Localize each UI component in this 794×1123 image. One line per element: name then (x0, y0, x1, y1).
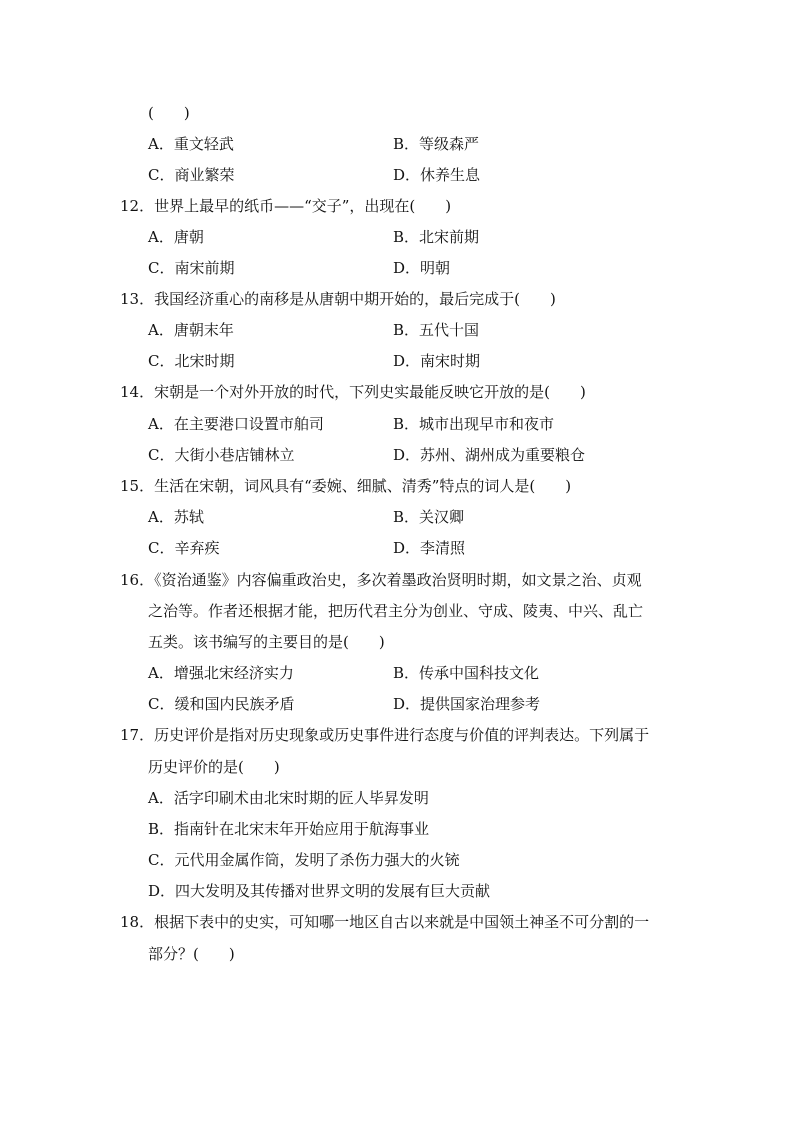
q11-option-c: C．商业繁荣 (148, 166, 235, 184)
q13-option-d: D．南宋时期 (393, 352, 481, 370)
q13-option-a: A．唐朝末年 (148, 321, 234, 339)
q17-option-c: C．元代用金属作筒，发明了杀伤力强大的火铳 (148, 851, 460, 869)
q11-option-a: A．重文轻武 (148, 135, 234, 153)
q16-stem-line-2: 之治等。作者还根据才能，把历代君主分为创业、守成、陵夷、中兴、乱亡 (148, 602, 644, 620)
q12-option-a: A．唐朝 (148, 228, 204, 246)
q13-option-b: B．五代十国 (393, 321, 480, 339)
q18-stem-line-2: 部分？( ) (148, 945, 235, 963)
q15-option-c: C．辛弃疾 (148, 539, 220, 557)
q13-option-c: C．北宋时期 (148, 352, 235, 370)
q14-option-d: D．苏州、湖州成为重要粮仓 (393, 446, 586, 464)
q12-option-c: C．南宋前期 (148, 259, 235, 277)
q11-option-b: B．等级森严 (393, 135, 480, 153)
q16-stem-line-3: 五类。该书编写的主要目的是( ) (148, 633, 385, 651)
q12-stem: 12．世界上最早的纸币——“交子”，出现在( ) (120, 197, 452, 215)
q17-option-b: B．指南针在北宋末年开始应用于航海事业 (148, 820, 430, 838)
q16-stem-line-1: 16．《资治通鉴》内容偏重政治史，多次着墨政治贤明时期，如文景之治、贞观 (120, 571, 642, 589)
q17-option-d: D．四大发明及其传播对世界文明的发展有巨大贡献 (148, 882, 491, 900)
q16-option-d: D．提供国家治理参考 (393, 695, 541, 713)
q18-stem-line-1: 18．根据下表中的史实，可知哪一地区自古以来就是中国领土神圣不可分割的一 (120, 913, 650, 931)
q12-option-b: B．北宋前期 (393, 228, 480, 246)
q15-option-d: D．李清照 (393, 539, 466, 557)
q16-option-a: A．增强北宋经济实力 (148, 664, 294, 682)
q17-option-a: A．活字印刷术由北宋时期的匠人毕昇发明 (148, 789, 429, 807)
q14-stem: 14．宋朝是一个对外开放的时代，下列史实最能反映它开放的是( ) (120, 383, 586, 401)
q16-option-c: C．缓和国内民族矛盾 (148, 695, 295, 713)
q12-option-d: D．明朝 (393, 259, 451, 277)
q16-option-b: B．传承中国科技文化 (393, 664, 540, 682)
q15-option-b: B．关汉卿 (393, 508, 465, 526)
q11-tail: ( ) (148, 104, 190, 122)
q15-option-a: A．苏轼 (148, 508, 204, 526)
q14-option-a: A．在主要港口设置市舶司 (148, 415, 324, 433)
q14-option-b: B．城市出现早市和夜市 (393, 415, 555, 433)
q15-stem: 15．生活在宋朝，词风具有“委婉、细腻、清秀”特点的词人是( ) (120, 477, 572, 495)
q17-stem-line-2: 历史评价的是( ) (148, 758, 280, 776)
q11-option-d: D．休养生息 (393, 166, 481, 184)
q17-stem-line-1: 17．历史评价是指对历史现象或历史事件进行态度与价值的评判表达。下列属于 (120, 726, 650, 744)
q13-stem: 13．我国经济重心的南移是从唐朝中期开始的，最后完成于( ) (120, 290, 556, 308)
q14-option-c: C．大街小巷店铺林立 (148, 446, 295, 464)
